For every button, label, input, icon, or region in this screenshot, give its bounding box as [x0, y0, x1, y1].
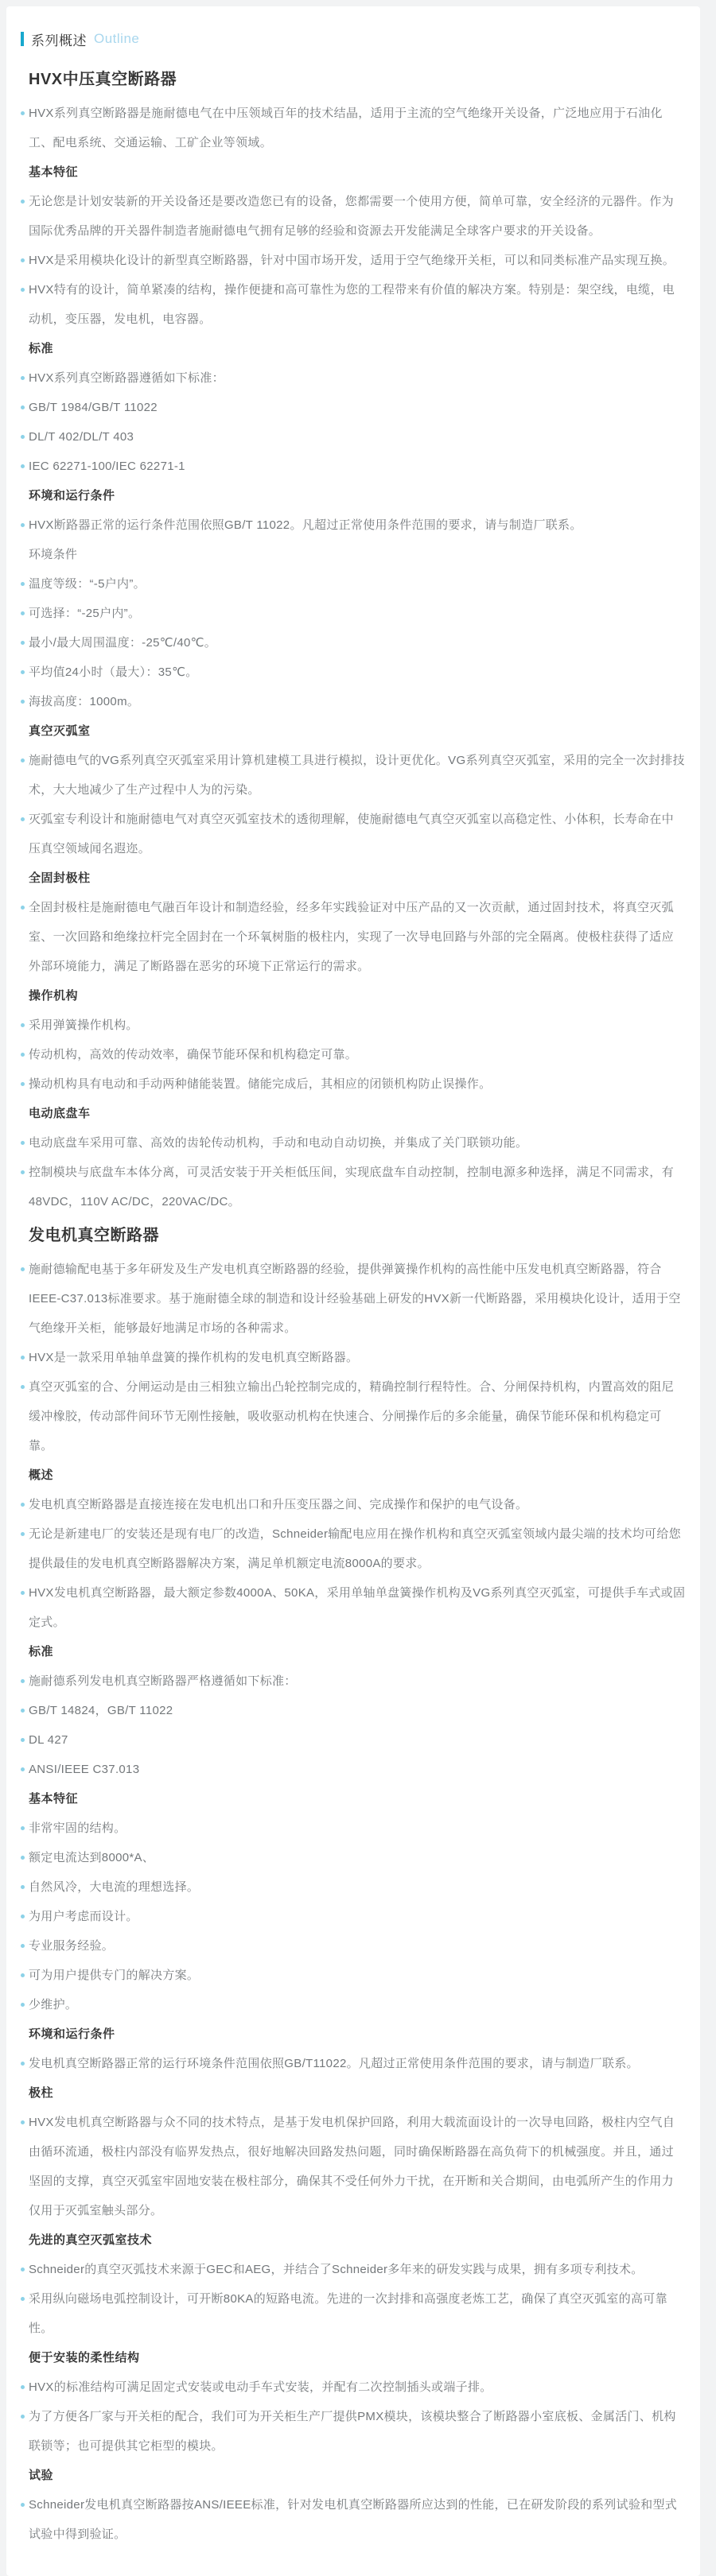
bullet-item: [21, 1578, 686, 1637]
bullet-item: [21, 452, 686, 481]
bullet-dot-icon: [21, 1826, 25, 1830]
bullet-dot-icon: [21, 906, 25, 910]
bullet-dot-icon: [21, 2003, 25, 2007]
bullet-item: [21, 1519, 686, 1578]
bullet-dot-icon: [21, 1856, 25, 1860]
bullet-item: [21, 1961, 686, 1990]
bullet-dot-icon: [21, 1503, 25, 1507]
bullet-item: [21, 1843, 686, 1872]
bullet-text: HVX特有的设计，简单紧凑的结构，操作便捷和高可靠性为您的工程带来有价值的解决方案。特别是：架空线，电缆，电动机，变压器，发电机，电容器。: [29, 283, 675, 326]
sub-heading: 标准: [29, 1645, 54, 1658]
bullet-item: [21, 893, 686, 981]
bullet-text: 发电机真空断路器是直接连接在发电机出口和升压变压器之间、完成操作和保护的电气设备。: [29, 1498, 528, 1511]
bullet-dot-icon: [21, 523, 25, 527]
bullet-text: 传动机构，高效的传动效率，确保节能环保和机构稳定可靠。: [29, 1048, 358, 1061]
bullet-text: HVX发电机真空断路器，最大额定参数4000A、50KA，采用单轴单盘簧操作机构及VG系列真空灭弧室，可提供手车式或固定式。: [29, 1586, 686, 1629]
bullet-dot-icon: [21, 2120, 25, 2124]
bullet-text: 少维护。: [29, 1998, 78, 2012]
sub-heading: 基本特征: [29, 1792, 79, 1806]
accent-bar-icon: [21, 32, 24, 46]
bullet-dot-icon: [21, 1709, 25, 1713]
bullet-text: ANSI/IEEE C37.013: [29, 1763, 140, 1776]
bullet-item: [21, 1666, 686, 1696]
bullet-item: [21, 1069, 686, 1099]
bullet-item: [21, 687, 686, 716]
bullet-item: [21, 1872, 686, 1902]
bullet-text: 最小/最大周围温度：-25℃/40℃。: [29, 636, 217, 650]
bullet-text: 操动机构具有电动和手动两种储能装置。储能完成后，其相应的闭锁机构防止误操作。: [29, 1077, 492, 1091]
bullet-dot-icon: [21, 611, 25, 615]
bullet-text: 采用纵向磁场电弧控制设计，可开断80KA的短路电流。先进的一次封排和高强度老炼工艺，确保了真空灭弧室的高可靠性。: [29, 2292, 667, 2335]
bullet-dot-icon: [21, 1082, 25, 1086]
bullet-item: [21, 2108, 686, 2225]
bullet-text: 施耐德输配电基于多年研发及生产发电机真空断路器的经验，提供弹簧操作机构的高性能中压发电机真空断路器，符合IEEE-C37.013标准要求。基于施耐德全球的制造和设计经验基础上研发的HVX新一代断路器，采用模块化设计，适用于空气绝缘开关柜，能够最好地满足市场的各种需求。: [29, 1263, 681, 1335]
bullet-item: [21, 393, 686, 422]
bullet-item: [21, 569, 686, 599]
bullet-text: GB/T 1984/GB/T 11022: [29, 401, 158, 414]
bullet-dot-icon: [21, 1885, 25, 1889]
bullet-item: [21, 2402, 686, 2461]
bullet-dot-icon: [21, 1170, 25, 1174]
bullet-text: HVX发电机真空断路器与众不同的技术特点，是基于发电机保护回路，利用大载流面设计的一次导电回路，极柱内空气自由循环流通，极柱内部没有临界发热点，很好地解决回路发热问题，同时确保断路器在高负荷下的机械强度。并且，通过坚固的支撑，真空灭弧室牢固地安装在极柱部分，确保其不受任何外力干扰，在开断和关合期间，由电弧所产生的作用力仅用于灭弧室触头部分。: [29, 2116, 675, 2217]
bullet-item: [21, 2284, 686, 2343]
bullet-dot-icon: [21, 1738, 25, 1742]
bullet-item: [21, 1814, 686, 1843]
bullet-item: [21, 1755, 686, 1784]
bullet-dot-icon: [21, 1973, 25, 1977]
bullet-dot-icon: [21, 1915, 25, 1918]
bullet-item: [21, 628, 686, 658]
bullet-item: [21, 1931, 686, 1961]
bullet-item: [21, 1696, 686, 1725]
bullet-dot-icon: [21, 1356, 25, 1360]
sub-heading: 操作机构: [29, 989, 79, 1003]
bullet-item: [21, 805, 686, 863]
bullet-text: 为了方便各厂家与开关柜的配合，我们可为开关柜生产厂提供PMX模块，该模块整合了断路器小室底板、金属活门、机构联锁等；也可提供其它柜型的模块。: [29, 2410, 676, 2453]
bullet-text: 可选择：“-25户内”。: [29, 607, 141, 620]
bullet-dot-icon: [21, 670, 25, 674]
sub-heading: 电动底盘车: [29, 1107, 91, 1120]
bullet-dot-icon: [21, 1141, 25, 1145]
bullet-text: 控制模块与底盘车本体分离，可灵活安装于开关柜低压间，实现底盘车自动控制，控制电源多种选择，满足不同需求，有48VDC，110V AC/DC，220VAC/DC。: [29, 1166, 674, 1208]
bullet-dot-icon: [21, 2415, 25, 2419]
bullet-item: [21, 363, 686, 393]
bullet-item: [21, 246, 686, 275]
bullet-item: [21, 422, 686, 452]
bullet-dot-icon: [21, 2297, 25, 2301]
bullet-dot-icon: [21, 641, 25, 645]
sub-heading: 试验: [29, 2469, 54, 2482]
bullet-dot-icon: [21, 1532, 25, 1536]
bullet-text: 非常牢固的结构。: [29, 1821, 126, 1835]
bullet-dot-icon: [21, 582, 25, 586]
section-title-zh: 系列概述: [31, 33, 87, 48]
bullet-dot-icon: [21, 435, 25, 439]
bullet-text: Schneider的真空灭弧技术来源于GEC和AEG，并结合了Schneider多年来的研发实践与成果，拥有多项专利技术。: [29, 2263, 644, 2276]
bullet-dot-icon: [21, 817, 25, 821]
sub-heading: 极柱: [29, 2086, 54, 2100]
bullet-item: [21, 746, 686, 805]
bullet-item: [21, 2490, 686, 2549]
sub-heading: 全固封极柱: [29, 871, 91, 885]
bullet-dot-icon: [21, 288, 25, 292]
sub-heading: 标准: [29, 342, 54, 355]
bullet-item: [21, 1011, 686, 1040]
content-card: [6, 6, 700, 2576]
sub-heading: 概述: [29, 1468, 54, 1482]
bullet-text: HVX系列真空断路器遵循如下标准：: [29, 371, 224, 385]
bullet-item: [21, 2255, 686, 2284]
bullet-dot-icon: [21, 111, 25, 115]
bullet-item: [21, 1725, 686, 1755]
sub-heading: 先进的真空灭弧室技术: [29, 2233, 153, 2247]
bullet-text: 全固封极柱是施耐德电气融百年设计和制造经验，经多年实践验证对中压产品的又一次贡献，通过固封技术，将真空灭弧室、一次回路和绝缘拉杆完全固封在一个环氧树脂的极柱内，实现了一次导电回路与外部的完全隔离。使极柱获得了适应外部环境能力，满足了断路器在恶劣的环境下正常运行的需求。: [29, 901, 674, 973]
bullet-dot-icon: [21, 2385, 25, 2389]
bullet-dot-icon: [21, 1023, 25, 1027]
bullet-text: 采用弹簧操作机构。: [29, 1018, 138, 1032]
section-heading: 发电机真空断路器: [29, 1227, 159, 1244]
bullet-dot-icon: [21, 258, 25, 262]
bullet-dot-icon: [21, 405, 25, 409]
bullet-item: [21, 1372, 686, 1461]
bullet-text: 专业服务经验。: [29, 1939, 115, 1953]
bullet-text: 发电机真空断路器正常的运行环境条件范围依照GB/T11022。凡超过正常使用条件范围的要求，请与制造厂联系。: [29, 2057, 639, 2070]
bullet-text: IEC 62271-100/IEC 62271-1: [29, 460, 185, 473]
bullet-item: [21, 1158, 686, 1216]
bullet-text: 灭弧室专利设计和施耐德电气对真空灭弧室技术的透彻理解，使施耐德电气真空灭弧室以高稳定性、小体积，长寿命在中压真空领域闻名遐迩。: [29, 813, 674, 855]
bullet-dot-icon: [21, 464, 25, 468]
bullet-text: 无论是新建电厂的安装还是现有电厂的改造，Schneider输配电应用在操作机构和真空灭弧室领域内最尖端的技术均可给您提供最佳的发电机真空断路器解决方案，满足单机额定电流8000A的要求。: [29, 1527, 681, 1570]
bullet-item: [21, 275, 686, 334]
sub-heading: 环境和运行条件: [29, 2027, 115, 2041]
document-blocks: [21, 60, 686, 2549]
bullet-item: [21, 1343, 686, 1372]
sub-heading: 便于安装的柔性结构: [29, 2351, 140, 2365]
sub-heading: 基本特征: [29, 165, 79, 179]
bullet-item: [21, 1490, 686, 1519]
bullet-text: 电动底盘车采用可靠、高效的齿轮传动机构，手动和电动自动切换，并集成了关门联锁功能。: [29, 1136, 528, 1150]
bullet-dot-icon: [21, 1767, 25, 1771]
plain-text: 环境条件: [29, 548, 78, 561]
bullet-dot-icon: [21, 376, 25, 380]
bullet-text: HVX系列真空断路器是施耐德电气在中压领域百年的技术结晶，适用于主流的空气绝缘开关设备，广泛地应用于石油化工、配电系统、交通运输、工矿企业等领域。: [29, 107, 663, 149]
bullet-text: Schneider发电机真空断路器按ANS/IEEE标准，针对发电机真空断路器所应达到的性能，已在研发阶段的系列试验和型式试验中得到验证。: [29, 2498, 678, 2541]
bullet-dot-icon: [21, 200, 25, 204]
section-heading: HVX中压真空断路器: [29, 71, 177, 88]
bullet-text: 温度等级：“-5户内”。: [29, 577, 146, 591]
bullet-dot-icon: [21, 1944, 25, 1948]
bullet-dot-icon: [21, 1385, 25, 1389]
bullet-dot-icon: [21, 2062, 25, 2066]
bullet-text: GB/T 14824，GB/T 11022: [29, 1704, 173, 1717]
bullet-text: HVX的标准结构可满足固定式安装或电动手车式安装，并配有二次控制插头或端子排。: [29, 2380, 492, 2394]
bullet-dot-icon: [21, 1053, 25, 1057]
bullet-item: [21, 2049, 686, 2078]
bullet-text: 施耐德电气的VG系列真空灭弧室采用计算机建模工具进行模拟，设计更优化。VG系列真空灭弧室，采用的完全一次封排技术，大大地减少了生产过程中人为的污染。: [29, 754, 685, 797]
sub-heading: 真空灭弧室: [29, 724, 91, 738]
bullet-item: [21, 1990, 686, 2019]
bullet-item: [21, 599, 686, 628]
bullet-text: 平均值24小时（最大）：35℃。: [29, 665, 198, 679]
bullet-item: [21, 1902, 686, 1931]
bullet-dot-icon: [21, 2503, 25, 2507]
bullet-text: 真空灭弧室的合、分闸运动是由三相独立输出凸轮控制完成的，精确控制行程特性。合、分闸保持机构，内置高效的阻尼缓冲橡胶，传动部件间环节无刚性接触，吸收驱动机构在快速合、分闸操作后的多余能量，确保节能环保和机构稳定可靠。: [29, 1380, 674, 1453]
bullet-item: [21, 99, 686, 157]
bullet-dot-icon: [21, 758, 25, 762]
bullet-item: [21, 1255, 686, 1343]
bullet-item: [21, 658, 686, 687]
bullet-text: 无论您是计划安装新的开关设备还是要改造您已有的设备，您都需要一个使用方便，简单可靠，安全经济的元器件。作为国际优秀品牌的开关器件制造者施耐德电气拥有足够的经验和资源去开发能满足全球客户要求的开关设备。: [29, 195, 674, 238]
bullet-dot-icon: [21, 1267, 25, 1271]
bullet-text: 海拔高度：1000m。: [29, 695, 140, 708]
section-title-en: Outline: [94, 31, 140, 46]
bullet-item: [21, 187, 686, 246]
bullet-dot-icon: [21, 1591, 25, 1595]
bullet-item: [21, 1040, 686, 1069]
bullet-dot-icon: [21, 2268, 25, 2271]
bullet-text: DL/T 402/DL/T 403: [29, 430, 134, 444]
bullet-text: HVX是一款采用单轴单盘簧的操作机构的发电机真空断路器。: [29, 1351, 359, 1364]
bullet-text: 可为用户提供专门的解决方案。: [29, 1969, 200, 1982]
bullet-dot-icon: [21, 700, 25, 704]
bullet-item: [21, 1128, 686, 1158]
bullet-text: 额定电流达到8000*A、: [29, 1851, 155, 1864]
bullet-dot-icon: [21, 1679, 25, 1683]
bullet-text: 施耐德系列发电机真空断路器严格遵循如下标准：: [29, 1674, 297, 1688]
bullet-text: HVX断路器正常的运行条件范围依照GB/T 11022。凡超过正常使用条件范围的要求，请与制造厂联系。: [29, 518, 582, 532]
section-header: [21, 29, 686, 49]
bullet-item: [21, 510, 686, 540]
bullet-text: 自然风冷，大电流的理想选择。: [29, 1880, 200, 1894]
bullet-text: 为用户考虑而设计。: [29, 1910, 138, 1923]
sub-heading: 环境和运行条件: [29, 489, 115, 502]
bullet-item: [21, 2372, 686, 2402]
bullet-text: DL 427: [29, 1733, 68, 1747]
bullet-text: HVX是采用模块化设计的新型真空断路器，针对中国市场开发，适用于空气绝缘开关柜，可以和同类标准产品实现互换。: [29, 254, 675, 267]
